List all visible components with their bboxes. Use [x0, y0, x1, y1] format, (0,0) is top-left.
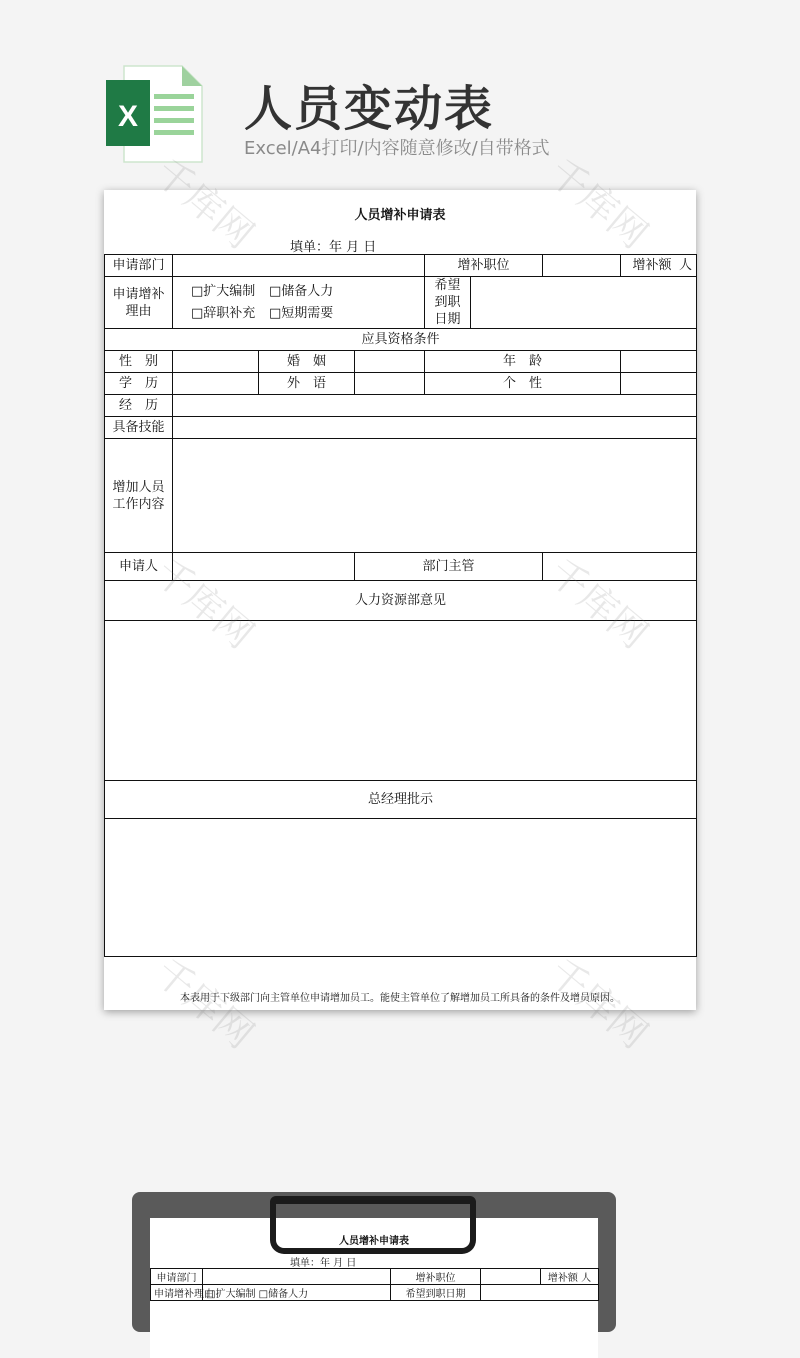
position-label: 增补职位 — [425, 255, 543, 277]
preview-expected-date-label: 希望到职日期 — [391, 1285, 481, 1301]
position-value[interactable] — [543, 255, 621, 277]
age-label: 年 龄 — [425, 351, 621, 373]
quota-cell[interactable] — [621, 255, 697, 277]
option-resignation[interactable]: □辞职补充 — [191, 306, 256, 321]
personality-label: 个 性 — [425, 373, 621, 395]
page-subtitle: Excel/A4打印/内容随意修改/自带格式 — [244, 138, 550, 159]
marriage-label: 婚 姻 — [259, 351, 355, 373]
experience-label: 经 历 — [105, 395, 173, 417]
option-expand[interactable]: □扩大编制 — [191, 284, 256, 299]
dept-value[interactable] — [173, 255, 425, 277]
gender-label: 性 别 — [105, 351, 173, 373]
language-value[interactable] — [355, 373, 425, 395]
skills-label: 具备技能 — [105, 417, 173, 439]
hr-opinion-heading: 人力资源部意见 — [105, 581, 697, 621]
page-title: 人员变动表 — [244, 81, 495, 137]
qualifications-heading: 应具资格条件 — [105, 329, 697, 351]
preview-form-title: 人员增补申请表 — [339, 1236, 409, 1247]
applicant-label: 申请人 — [105, 553, 173, 581]
dept-manager-label: 部门主管 — [355, 553, 543, 581]
experience-value[interactable] — [173, 395, 697, 417]
application-form-table — [104, 254, 697, 957]
quota-unit: 人 — [679, 258, 693, 273]
age-value[interactable] — [621, 351, 697, 373]
excel-letter: X — [117, 100, 139, 133]
reason-options — [173, 277, 425, 329]
quota-label: 增补额 — [632, 258, 672, 273]
form-title: 人员增补申请表 — [354, 208, 446, 223]
form-sheet — [104, 190, 696, 1010]
preview-quota-unit: 人 — [581, 1273, 592, 1284]
education-value[interactable] — [173, 373, 259, 395]
applicant-value[interactable] — [173, 553, 355, 581]
option-reserve[interactable]: □储备人力 — [269, 284, 334, 299]
gender-value[interactable] — [173, 351, 259, 373]
language-label: 外 语 — [259, 373, 355, 395]
expected-date-value[interactable] — [471, 277, 697, 329]
preview-option-reserve: □储备人力 — [258, 1289, 309, 1300]
dept-manager-value[interactable] — [543, 553, 697, 581]
excel-file-icon — [106, 64, 204, 164]
job-content-value[interactable] — [173, 439, 697, 553]
preview-reason-label: 申请增补理由 — [151, 1285, 203, 1301]
gm-approval-heading: 总经理批示 — [105, 781, 697, 819]
option-short-term[interactable]: □短期需要 — [269, 306, 334, 321]
footer-note: 本表用于下级部门向主管单位申请增加员工。能使主管单位了解增加员工所具备的条件及增员原因。 — [180, 993, 620, 1004]
reason-label: 申请增补理由 — [105, 277, 173, 329]
job-content-label: 增加人员工作内容 — [105, 439, 173, 553]
preview-option-expand: □扩大编制 — [206, 1289, 256, 1300]
clipboard-preview — [132, 1192, 616, 1332]
preview-quota-label: 增补额 — [547, 1273, 578, 1284]
preview-dept-label: 申请部门 — [151, 1269, 203, 1285]
fill-date: 填单：年 月 日 — [290, 240, 377, 255]
clipboard-clip — [270, 1196, 476, 1254]
hr-opinion-area[interactable] — [105, 621, 697, 781]
personality-value[interactable] — [621, 373, 697, 395]
expected-date-label: 希望到职日期 — [425, 277, 471, 329]
education-label: 学 历 — [105, 373, 173, 395]
marriage-value[interactable] — [355, 351, 425, 373]
dept-label: 申请部门 — [105, 255, 173, 277]
preview-fill-date: 填单：年 月 日 — [290, 1258, 357, 1269]
preview-form-table — [150, 1268, 599, 1301]
preview-position-label: 增补职位 — [391, 1269, 481, 1285]
skills-value[interactable] — [173, 417, 697, 439]
gm-approval-area[interactable] — [105, 819, 697, 957]
